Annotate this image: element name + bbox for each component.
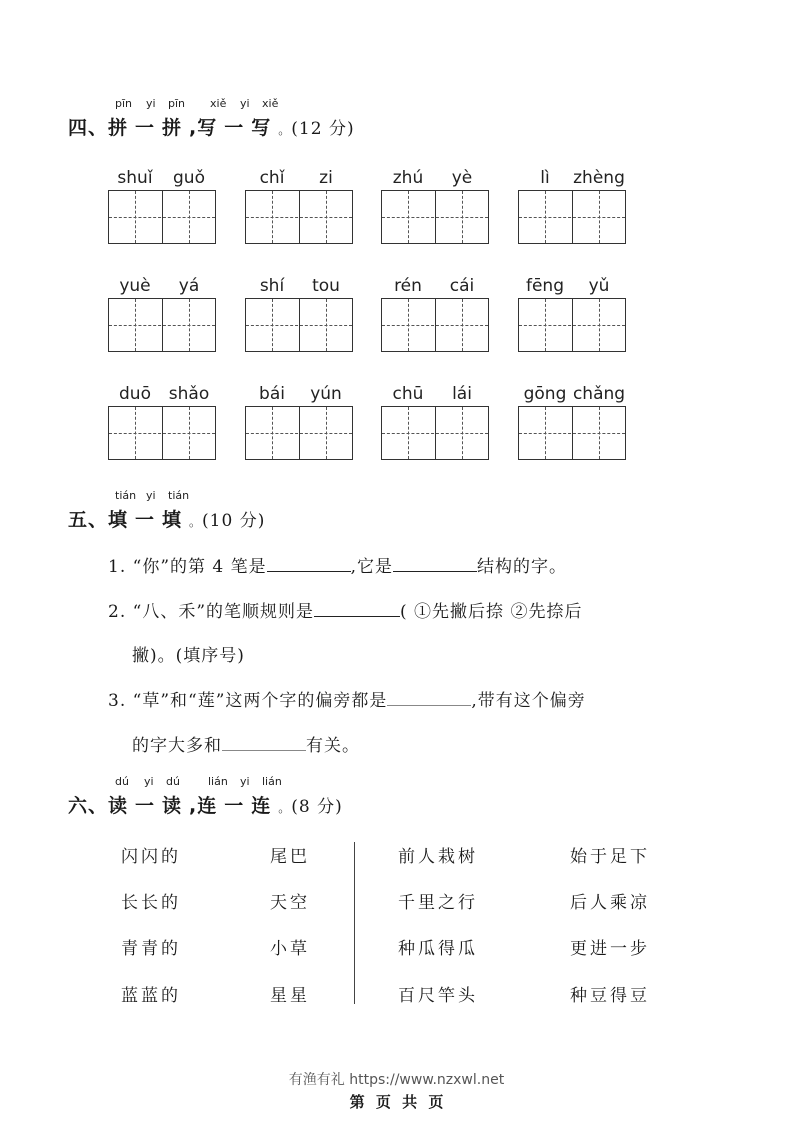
grid-guide-line — [246, 217, 352, 218]
pinyin-syllable: chǐ — [259, 168, 285, 188]
pinyin-syllable: zi — [319, 168, 333, 188]
question-text: 的字大多和 — [132, 736, 222, 756]
question-text: 结构的字。 — [477, 557, 568, 577]
writing-grid[interactable] — [518, 190, 626, 244]
pinyin-syllable: yè — [451, 168, 473, 188]
section-number: 六、 — [68, 795, 109, 817]
pinyin-label — [518, 168, 626, 190]
match-item[interactable]: 长长的 — [121, 893, 181, 913]
pinyin-word-box — [245, 276, 353, 352]
pinyin-label — [245, 168, 353, 190]
question-text: 3. “草”和“莲”这两个字的偏旁都是 — [108, 691, 388, 711]
title-period: 。 — [278, 123, 292, 137]
pinyin-annotation: tián — [115, 489, 137, 502]
grid-guide-line — [382, 325, 488, 326]
title-period: 。 — [278, 801, 292, 815]
pinyin-word-box — [381, 384, 489, 460]
pinyin-annotation: yi — [144, 775, 154, 788]
question-options: ( ①先撇后捺 ②先捺后 — [400, 602, 583, 622]
title-period: 。 — [189, 515, 203, 529]
match-item[interactable]: 闪闪的 — [121, 847, 181, 867]
section-points: (12 分) — [291, 119, 355, 139]
section-number: 五、 — [68, 509, 109, 531]
writing-grid[interactable] — [245, 190, 353, 244]
section-title-part: 写一写 — [197, 117, 279, 139]
match-item[interactable]: 千里之行 — [398, 893, 478, 913]
answer-blank[interactable] — [387, 688, 471, 706]
pinyin-annotation: dú — [166, 775, 180, 788]
pinyin-word-box — [518, 168, 626, 244]
match-item[interactable]: 后人乘凉 — [570, 893, 650, 913]
question-text: ,它是 — [350, 557, 394, 577]
match-item[interactable]: 更进一步 — [570, 939, 650, 959]
pinyin-label — [108, 384, 216, 406]
page-number: 第 页 共 页 — [349, 1093, 444, 1111]
question-2-continued — [132, 641, 245, 666]
pinyin-syllable: zhú — [392, 168, 424, 188]
pinyin-annotation: yi — [240, 775, 250, 788]
pinyin-syllable: yá — [178, 276, 200, 296]
grid-guide-line — [246, 325, 352, 326]
match-item[interactable]: 星星 — [270, 986, 310, 1006]
section-title: 填一填 — [108, 509, 190, 531]
pinyin-word-box — [518, 384, 626, 460]
match-item[interactable]: 始于足下 — [570, 847, 650, 867]
writing-grid[interactable] — [245, 406, 353, 460]
section-number: 四、 — [68, 117, 109, 139]
pinyin-annotation: tián — [168, 489, 190, 502]
pinyin-syllable: tou — [312, 276, 340, 296]
answer-blank[interactable] — [222, 733, 306, 751]
pinyin-syllable: shuǐ — [117, 168, 153, 188]
match-item[interactable]: 种豆得豆 — [570, 986, 650, 1006]
question-text: 撇)。(填序号) — [132, 646, 245, 666]
pinyin-label — [108, 276, 216, 298]
pinyin-syllable: shí — [259, 276, 285, 296]
match-item[interactable]: 天空 — [270, 893, 310, 913]
grid-guide-line — [382, 217, 488, 218]
pinyin-word-box — [108, 168, 216, 244]
pinyin-word-box — [245, 168, 353, 244]
grid-guide-line — [519, 433, 625, 434]
pinyin-annotation: lián — [262, 775, 282, 788]
section-4-title — [68, 113, 355, 140]
pinyin-syllable: duō — [119, 384, 151, 404]
question-3 — [108, 686, 586, 711]
pinyin-word-box — [108, 276, 216, 352]
match-item[interactable]: 小草 — [270, 939, 310, 959]
grid-guide-line — [109, 433, 215, 434]
pinyin-annotation: yi — [146, 97, 156, 110]
writing-grid[interactable] — [381, 298, 489, 352]
writing-grid[interactable] — [381, 406, 489, 460]
pinyin-annotation: pīn — [168, 97, 186, 110]
question-3-continued — [132, 731, 360, 756]
match-item[interactable]: 尾巴 — [270, 847, 310, 867]
grid-guide-line — [382, 433, 488, 434]
section-points: (8 分) — [291, 797, 343, 817]
answer-blank[interactable] — [314, 599, 400, 617]
match-item[interactable]: 百尺竿头 — [398, 986, 478, 1006]
writing-grid[interactable] — [245, 298, 353, 352]
grid-guide-line — [519, 325, 625, 326]
pinyin-label — [518, 384, 626, 406]
answer-blank[interactable] — [393, 554, 477, 572]
pinyin-label — [108, 168, 216, 190]
pinyin-syllable: bái — [259, 384, 285, 404]
match-item[interactable]: 前人栽树 — [398, 847, 478, 867]
pinyin-label — [245, 384, 353, 406]
match-item[interactable]: 种瓜得瓜 — [398, 939, 478, 959]
question-2 — [108, 597, 582, 622]
question-text: 有关。 — [306, 736, 360, 756]
pinyin-word-box — [381, 168, 489, 244]
pinyin-annotation: yi — [146, 489, 156, 502]
pinyin-syllable: gōng — [523, 384, 567, 404]
answer-blank[interactable] — [267, 554, 351, 572]
pinyin-syllable: lái — [452, 384, 472, 404]
pinyin-syllable: lì — [540, 168, 550, 188]
footer-watermark: 有渔有礼 https://www.nzxwl.net — [288, 1072, 505, 1088]
pinyin-word-box — [108, 384, 216, 460]
section-title-part: 读一读 — [108, 795, 190, 817]
pinyin-word-box — [518, 276, 626, 352]
pinyin-annotation: xiě — [210, 97, 227, 110]
section-title-part: 拼一拼 — [108, 117, 190, 139]
writing-grid[interactable] — [518, 298, 626, 352]
grid-guide-line — [519, 217, 625, 218]
section-6-title — [68, 791, 343, 818]
writing-grid[interactable] — [108, 190, 216, 244]
pinyin-syllable: yǔ — [588, 276, 610, 296]
match-item[interactable]: 蓝蓝的 — [121, 986, 181, 1006]
question-1 — [108, 552, 567, 577]
pinyin-label — [518, 276, 626, 298]
title-separator: , — [189, 795, 198, 817]
writing-grid[interactable] — [381, 190, 489, 244]
pinyin-syllable: fēng — [525, 276, 565, 296]
pinyin-label — [245, 276, 353, 298]
section-points: (10 分) — [202, 511, 266, 531]
pinyin-word-box — [381, 276, 489, 352]
pinyin-annotation: pīn — [115, 97, 133, 110]
title-separator: , — [189, 117, 198, 139]
pinyin-syllable: rén — [394, 276, 422, 296]
question-text: ,带有这个偏旁 — [471, 691, 586, 711]
pinyin-label — [381, 168, 489, 190]
column-divider — [354, 842, 355, 1004]
grid-guide-line — [246, 433, 352, 434]
pinyin-label — [381, 384, 489, 406]
writing-grid[interactable] — [108, 298, 216, 352]
match-item[interactable]: 青青的 — [121, 939, 181, 959]
question-text: 1. “你”的第 4 笔是 — [108, 557, 267, 577]
writing-grid[interactable] — [518, 406, 626, 460]
pinyin-syllable: guǒ — [173, 168, 205, 188]
question-text: 2. “八、禾”的笔顺规则是 — [108, 602, 315, 622]
section-5-title — [68, 505, 265, 532]
pinyin-annotation: dú — [115, 775, 129, 788]
pinyin-label — [381, 276, 489, 298]
grid-guide-line — [109, 325, 215, 326]
grid-guide-line — [109, 217, 215, 218]
section-title-part: 连一连 — [197, 795, 279, 817]
pinyin-syllable: zhèng — [573, 168, 625, 188]
pinyin-annotation: yi — [240, 97, 250, 110]
pinyin-annotation: xiě — [262, 97, 279, 110]
pinyin-annotation: lián — [208, 775, 228, 788]
pinyin-syllable: yuè — [119, 276, 151, 296]
pinyin-word-box — [245, 384, 353, 460]
pinyin-syllable: chū — [392, 384, 424, 404]
pinyin-syllable: cái — [449, 276, 475, 296]
pinyin-syllable: shǎo — [168, 384, 210, 404]
pinyin-syllable: chǎng — [572, 384, 626, 404]
writing-grid[interactable] — [108, 406, 216, 460]
pinyin-syllable: yún — [310, 384, 342, 404]
